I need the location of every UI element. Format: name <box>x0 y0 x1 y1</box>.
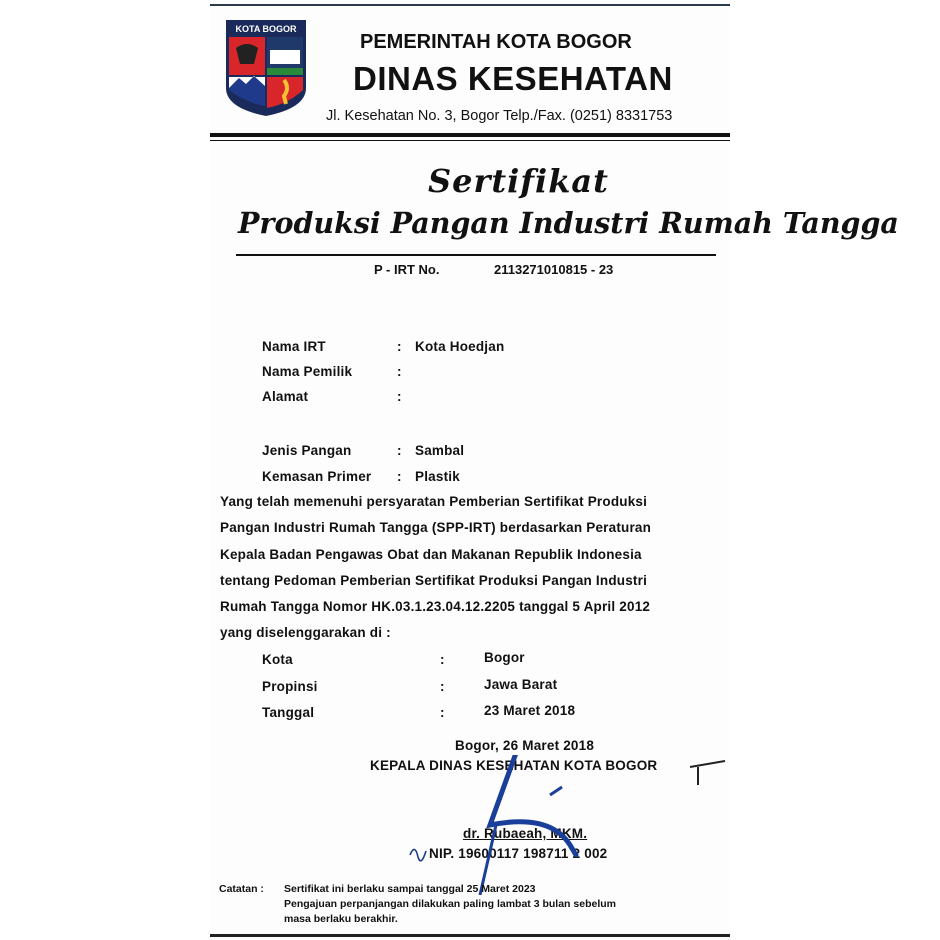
field-value-nama-irt: Kota Hoedjan <box>415 339 505 354</box>
field-label: Kemasan Primer <box>262 469 372 484</box>
note-line: Sertifikat ini berlaku sampai tanggal 25 Maret 2023 <box>284 883 536 895</box>
bottom-border <box>210 934 730 937</box>
certificate-subtitle: Produksi Pangan Industri Rumah Tangga <box>238 206 899 240</box>
field-sep: : <box>397 389 402 404</box>
field-sep: : <box>397 364 402 379</box>
signature-place-date: Bogor, 26 Maret 2018 <box>455 738 595 753</box>
location-value-propinsi: Jawa Barat <box>484 677 558 692</box>
location-label: Propinsi <box>262 679 318 694</box>
field-value-jenis-pangan: Sambal <box>415 443 465 458</box>
government-name: PEMERINTAH KOTA BOGOR <box>360 31 632 53</box>
svg-text:KOTA BOGOR: KOTA BOGOR <box>235 24 297 34</box>
location-sep: : <box>440 705 445 720</box>
pirt-number: 2113271010815 - 23 <box>494 262 614 277</box>
certificate-title: Sertifikat <box>428 162 609 200</box>
paragraph-line: Yang telah memenuhi persyaratan Pemberian Sertifikat Produksi <box>220 494 648 509</box>
field-sep: : <box>397 469 402 484</box>
paragraph-line: Pangan Industri Rumah Tangga (SPP-IRT) berdasarkan Peraturan <box>220 520 652 535</box>
top-border <box>210 4 730 6</box>
paragraph-line: yang diselenggarakan di : <box>220 625 391 640</box>
note-label: Catatan : <box>219 883 264 895</box>
header-divider-thin <box>210 140 730 141</box>
field-label: Nama Pemilik <box>262 364 353 379</box>
field-sep: : <box>397 443 402 458</box>
note-line: Pengajuan perpanjangan dilakukan paling lambat 3 bulan sebelum <box>284 898 616 910</box>
kota-bogor-crest-logo <box>224 18 308 118</box>
signatory-name: dr. Rubaeah, MKM. <box>463 826 588 841</box>
location-sep: : <box>440 679 445 694</box>
location-sep: : <box>440 652 445 667</box>
paragraph-line: tentang Pedoman Pemberian Sertifikat Produksi Pangan Industri <box>220 573 648 588</box>
pirt-label: P - IRT No. <box>374 262 440 277</box>
field-sep: : <box>397 339 402 354</box>
field-label: Nama IRT <box>262 339 326 354</box>
field-value-kemasan-primer: Plastik <box>415 469 460 484</box>
signature-position: KEPALA DINAS KESEHATAN KOTA BOGOR <box>370 758 658 773</box>
location-label: Tanggal <box>262 705 315 720</box>
paragraph-line: Rumah Tangga Nomor HK.03.1.23.04.12.2205 tanggal 5 April 2012 <box>220 599 651 614</box>
note-line: masa berlaku berakhir. <box>284 913 398 925</box>
header-divider <box>210 133 730 137</box>
agency-address: Jl. Kesehatan No. 3, Bogor Telp./Fax. (0251) 8331753 <box>326 108 673 124</box>
location-value-kota: Bogor <box>484 650 525 665</box>
field-label: Alamat <box>262 389 309 404</box>
signatory-nip: NIP. 19600117 198711 2 002 <box>429 846 608 861</box>
agency-name: DINAS KESEHATAN <box>353 60 673 97</box>
title-underline <box>236 254 716 256</box>
location-value-tanggal: 23 Maret 2018 <box>484 703 576 718</box>
location-label: Kota <box>262 652 293 667</box>
field-label: Jenis Pangan <box>262 443 352 458</box>
paragraph-line: Kepala Badan Pengawas Obat dan Makanan Republik Indonesia <box>220 547 642 562</box>
